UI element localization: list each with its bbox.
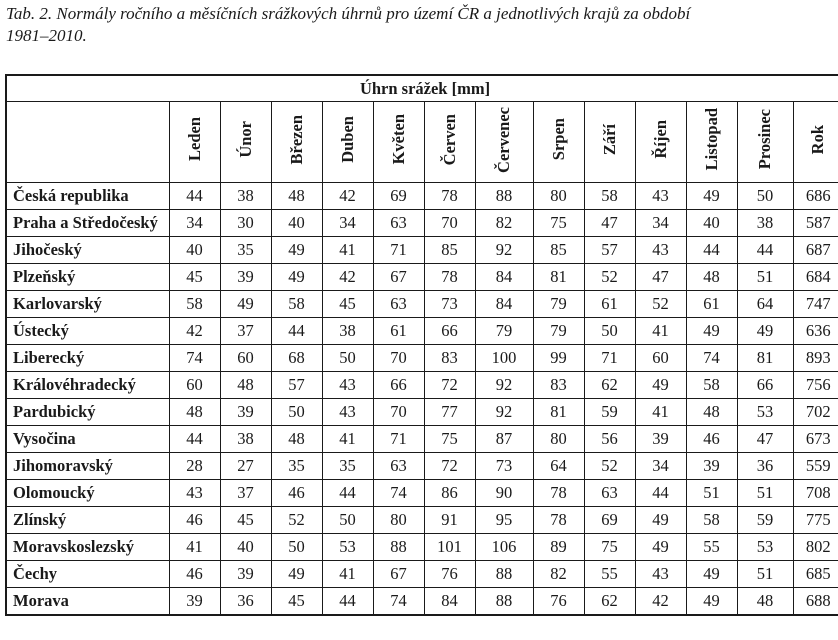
- monthly-value-cell: 83: [424, 345, 475, 372]
- monthly-value-cell: 34: [169, 210, 220, 237]
- monthly-value-cell: 51: [686, 480, 737, 507]
- monthly-value-cell: 49: [220, 291, 271, 318]
- monthly-value-cell: 41: [635, 318, 686, 345]
- monthly-value-cell: 58: [686, 372, 737, 399]
- monthly-value-cell: 48: [686, 399, 737, 426]
- region-name-cell: Česká republika: [6, 183, 169, 210]
- monthly-value-cell: 28: [169, 453, 220, 480]
- region-name-cell: Královéhradecký: [6, 372, 169, 399]
- monthly-value-cell: 76: [424, 561, 475, 588]
- monthly-value-cell: 99: [533, 345, 584, 372]
- monthly-value-cell: 44: [635, 480, 686, 507]
- monthly-value-cell: 43: [635, 237, 686, 264]
- monthly-value-cell: 83: [533, 372, 584, 399]
- monthly-value-cell: 49: [635, 372, 686, 399]
- monthly-value-cell: 38: [220, 183, 271, 210]
- monthly-value-cell: 64: [533, 453, 584, 480]
- column-header: [322, 102, 373, 183]
- monthly-value-cell: 46: [686, 426, 737, 453]
- monthly-value-cell: 37: [220, 480, 271, 507]
- monthly-value-cell: 71: [584, 345, 635, 372]
- monthly-value-cell: 30: [220, 210, 271, 237]
- monthly-value-cell: 92: [475, 372, 533, 399]
- monthly-value-cell: 42: [635, 588, 686, 616]
- monthly-value-cell: 49: [686, 318, 737, 345]
- column-header-label: Říjen: [650, 120, 670, 159]
- monthly-value-cell: 51: [737, 264, 793, 291]
- monthly-value-cell: 52: [584, 453, 635, 480]
- monthly-value-cell: 39: [686, 453, 737, 480]
- monthly-value-cell: 69: [373, 183, 424, 210]
- monthly-value-cell: 71: [373, 426, 424, 453]
- monthly-value-cell: 49: [686, 183, 737, 210]
- monthly-value-cell: 43: [635, 561, 686, 588]
- monthly-value-cell: 49: [271, 264, 322, 291]
- monthly-value-cell: 61: [686, 291, 737, 318]
- monthly-value-cell: 72: [424, 372, 475, 399]
- monthly-value-cell: 49: [635, 534, 686, 561]
- monthly-value-cell: 59: [584, 399, 635, 426]
- region-name-cell: Karlovarský: [6, 291, 169, 318]
- monthly-value-cell: 37: [220, 318, 271, 345]
- monthly-value-cell: 60: [635, 345, 686, 372]
- monthly-value-cell: 48: [271, 426, 322, 453]
- monthly-value-cell: 48: [169, 399, 220, 426]
- monthly-value-cell: 80: [533, 183, 584, 210]
- monthly-value-cell: 74: [373, 588, 424, 616]
- monthly-value-cell: 67: [373, 561, 424, 588]
- table-row: [6, 372, 838, 399]
- monthly-value-cell: 46: [169, 561, 220, 588]
- monthly-value-cell: 88: [475, 588, 533, 616]
- monthly-value-cell: 36: [737, 453, 793, 480]
- column-header-label: Prosinec: [755, 109, 774, 170]
- monthly-value-cell: 86: [424, 480, 475, 507]
- monthly-value-cell: 41: [322, 426, 373, 453]
- monthly-value-cell: 50: [322, 345, 373, 372]
- monthly-value-cell: 73: [475, 453, 533, 480]
- monthly-value-cell: 34: [322, 210, 373, 237]
- monthly-value-cell: 84: [424, 588, 475, 616]
- monthly-value-cell: 42: [322, 183, 373, 210]
- region-name-cell: Liberecký: [6, 345, 169, 372]
- annual-total-cell: 587: [793, 210, 838, 237]
- column-header-label: Červenec: [494, 106, 513, 173]
- table-row: [6, 453, 838, 480]
- monthly-value-cell: 42: [169, 318, 220, 345]
- monthly-value-cell: 62: [584, 588, 635, 616]
- column-header: [220, 102, 271, 183]
- column-header: [424, 102, 475, 183]
- table-row: [6, 507, 838, 534]
- monthly-value-cell: 84: [475, 291, 533, 318]
- region-name-cell: Moravskoslezský: [6, 534, 169, 561]
- column-header-label: Srpen: [548, 118, 568, 161]
- monthly-value-cell: 40: [271, 210, 322, 237]
- monthly-value-cell: 44: [169, 183, 220, 210]
- monthly-value-cell: 45: [220, 507, 271, 534]
- monthly-value-cell: 85: [424, 237, 475, 264]
- table-body: [6, 183, 838, 616]
- column-header-label: Listopad: [701, 108, 721, 171]
- monthly-value-cell: 48: [737, 588, 793, 616]
- monthly-value-cell: 61: [373, 318, 424, 345]
- annual-total-cell: 673: [793, 426, 838, 453]
- annual-total-cell: 747: [793, 291, 838, 318]
- annual-total-cell: 559: [793, 453, 838, 480]
- monthly-value-cell: 58: [584, 183, 635, 210]
- region-name-cell: Praha a Středočeský: [6, 210, 169, 237]
- monthly-value-cell: 79: [475, 318, 533, 345]
- column-header: [475, 102, 533, 183]
- monthly-value-cell: 47: [737, 426, 793, 453]
- monthly-value-cell: 51: [737, 561, 793, 588]
- column-header: [271, 102, 322, 183]
- monthly-value-cell: 44: [322, 588, 373, 616]
- column-header: [584, 102, 635, 183]
- monthly-value-cell: 50: [737, 183, 793, 210]
- column-header-label: Červen: [439, 113, 459, 166]
- table-row: [6, 210, 838, 237]
- monthly-value-cell: 63: [373, 453, 424, 480]
- monthly-value-cell: 39: [220, 561, 271, 588]
- region-name-cell: Olomoucký: [6, 480, 169, 507]
- monthly-value-cell: 27: [220, 453, 271, 480]
- monthly-value-cell: 81: [533, 399, 584, 426]
- table-row: [6, 345, 838, 372]
- monthly-value-cell: 100: [475, 345, 533, 372]
- column-header: [793, 102, 838, 183]
- table-row: [6, 264, 838, 291]
- monthly-value-cell: 84: [475, 264, 533, 291]
- monthly-value-cell: 70: [373, 399, 424, 426]
- monthly-value-cell: 49: [686, 588, 737, 616]
- monthly-value-cell: 42: [322, 264, 373, 291]
- monthly-value-cell: 44: [271, 318, 322, 345]
- monthly-value-cell: 91: [424, 507, 475, 534]
- monthly-value-cell: 35: [220, 237, 271, 264]
- monthly-value-cell: 79: [533, 291, 584, 318]
- table-row: [6, 426, 838, 453]
- annual-total-cell: 687: [793, 237, 838, 264]
- monthly-value-cell: 41: [322, 561, 373, 588]
- monthly-value-cell: 106: [475, 534, 533, 561]
- monthly-value-cell: 63: [373, 210, 424, 237]
- monthly-value-cell: 95: [475, 507, 533, 534]
- table-row: [6, 183, 838, 210]
- table-row: [6, 237, 838, 264]
- monthly-value-cell: 89: [533, 534, 584, 561]
- caption-line-1: Tab. 2. Normály ročního a měsíčních srážkových úhrnů pro území ČR a jednotlivých krajů za období: [6, 4, 691, 23]
- annual-total-cell: 636: [793, 318, 838, 345]
- monthly-value-cell: 35: [322, 453, 373, 480]
- monthly-value-cell: 58: [271, 291, 322, 318]
- table-row: [6, 291, 838, 318]
- annual-total-cell: 684: [793, 264, 838, 291]
- column-header-label: Září: [599, 123, 619, 156]
- column-header-label: Rok: [808, 124, 828, 155]
- monthly-value-cell: 44: [737, 237, 793, 264]
- column-header: [373, 102, 424, 183]
- region-name-cell: Zlínský: [6, 507, 169, 534]
- monthly-value-cell: 53: [737, 534, 793, 561]
- monthly-value-cell: 39: [220, 399, 271, 426]
- monthly-value-cell: 58: [686, 507, 737, 534]
- region-name-cell: Jihočeský: [6, 237, 169, 264]
- monthly-value-cell: 82: [475, 210, 533, 237]
- column-header-label: Leden: [184, 117, 204, 162]
- monthly-value-cell: 63: [584, 480, 635, 507]
- annual-total-cell: 708: [793, 480, 838, 507]
- monthly-value-cell: 60: [220, 345, 271, 372]
- monthly-value-cell: 63: [373, 291, 424, 318]
- monthly-value-cell: 68: [271, 345, 322, 372]
- column-header: [169, 102, 220, 183]
- monthly-value-cell: 43: [322, 399, 373, 426]
- monthly-value-cell: 39: [635, 426, 686, 453]
- monthly-value-cell: 62: [584, 372, 635, 399]
- monthly-value-cell: 49: [271, 561, 322, 588]
- monthly-value-cell: 43: [635, 183, 686, 210]
- monthly-value-cell: 74: [686, 345, 737, 372]
- monthly-value-cell: 49: [686, 561, 737, 588]
- monthly-value-cell: 43: [322, 372, 373, 399]
- monthly-value-cell: 48: [271, 183, 322, 210]
- column-header: [737, 102, 793, 183]
- monthly-value-cell: 61: [584, 291, 635, 318]
- monthly-value-cell: 40: [220, 534, 271, 561]
- annual-total-cell: 702: [793, 399, 838, 426]
- column-header-label: Únor: [235, 121, 255, 158]
- monthly-value-cell: 49: [737, 318, 793, 345]
- monthly-value-cell: 75: [424, 426, 475, 453]
- monthly-value-cell: 45: [271, 588, 322, 616]
- table-row: [6, 318, 838, 345]
- monthly-value-cell: 48: [686, 264, 737, 291]
- monthly-value-cell: 74: [373, 480, 424, 507]
- monthly-value-cell: 47: [584, 210, 635, 237]
- monthly-value-cell: 46: [169, 507, 220, 534]
- monthly-value-cell: 39: [220, 264, 271, 291]
- monthly-value-cell: 70: [373, 345, 424, 372]
- monthly-value-cell: 69: [584, 507, 635, 534]
- column-header: [635, 102, 686, 183]
- monthly-value-cell: 75: [584, 534, 635, 561]
- monthly-value-cell: 78: [424, 264, 475, 291]
- annual-total-cell: 685: [793, 561, 838, 588]
- monthly-value-cell: 52: [271, 507, 322, 534]
- monthly-value-cell: 66: [737, 372, 793, 399]
- monthly-value-cell: 46: [271, 480, 322, 507]
- monthly-value-cell: 48: [220, 372, 271, 399]
- column-header: [686, 102, 737, 183]
- monthly-value-cell: 50: [584, 318, 635, 345]
- table-caption: [6, 3, 834, 47]
- monthly-value-cell: 81: [737, 345, 793, 372]
- monthly-value-cell: 101: [424, 534, 475, 561]
- monthly-value-cell: 41: [322, 237, 373, 264]
- monthly-value-cell: 44: [322, 480, 373, 507]
- column-header-label: Duben: [337, 116, 357, 163]
- table-row: [6, 588, 838, 616]
- monthly-value-cell: 80: [373, 507, 424, 534]
- monthly-value-cell: 51: [737, 480, 793, 507]
- monthly-value-cell: 45: [169, 264, 220, 291]
- monthly-value-cell: 53: [322, 534, 373, 561]
- monthly-value-cell: 44: [169, 426, 220, 453]
- region-name-cell: Jihomoravský: [6, 453, 169, 480]
- region-name-cell: Vysočina: [6, 426, 169, 453]
- monthly-value-cell: 76: [533, 588, 584, 616]
- monthly-value-cell: 41: [169, 534, 220, 561]
- annual-total-cell: 775: [793, 507, 838, 534]
- monthly-value-cell: 49: [271, 237, 322, 264]
- caption-line-2: 1981–2010.: [6, 26, 87, 45]
- monthly-value-cell: 70: [424, 210, 475, 237]
- annual-total-cell: 756: [793, 372, 838, 399]
- monthly-value-cell: 38: [322, 318, 373, 345]
- column-header-label: Březen: [286, 114, 306, 165]
- region-name-cell: Morava: [6, 588, 169, 616]
- monthly-value-cell: 50: [271, 534, 322, 561]
- column-header-label: Květen: [388, 114, 408, 165]
- monthly-value-cell: 57: [584, 237, 635, 264]
- table-row: [6, 534, 838, 561]
- column-header-row: [6, 102, 838, 183]
- table-title-row: [6, 75, 838, 102]
- monthly-value-cell: 64: [737, 291, 793, 318]
- monthly-value-cell: 66: [373, 372, 424, 399]
- monthly-value-cell: 41: [635, 399, 686, 426]
- annual-total-cell: 686: [793, 183, 838, 210]
- monthly-value-cell: 72: [424, 453, 475, 480]
- monthly-value-cell: 39: [169, 588, 220, 616]
- monthly-value-cell: 78: [424, 183, 475, 210]
- monthly-value-cell: 38: [737, 210, 793, 237]
- monthly-value-cell: 36: [220, 588, 271, 616]
- monthly-value-cell: 57: [271, 372, 322, 399]
- region-name-cell: Pardubický: [6, 399, 169, 426]
- monthly-value-cell: 56: [584, 426, 635, 453]
- annual-total-cell: 893: [793, 345, 838, 372]
- monthly-value-cell: 53: [737, 399, 793, 426]
- monthly-value-cell: 66: [424, 318, 475, 345]
- region-name-cell: Plzeňský: [6, 264, 169, 291]
- monthly-value-cell: 85: [533, 237, 584, 264]
- monthly-value-cell: 75: [533, 210, 584, 237]
- monthly-value-cell: 55: [686, 534, 737, 561]
- monthly-value-cell: 71: [373, 237, 424, 264]
- table-row: [6, 399, 838, 426]
- monthly-value-cell: 88: [475, 183, 533, 210]
- table-row: [6, 480, 838, 507]
- table-row: [6, 561, 838, 588]
- region-name-cell: Ústecký: [6, 318, 169, 345]
- monthly-value-cell: 80: [533, 426, 584, 453]
- monthly-value-cell: 38: [220, 426, 271, 453]
- column-header: [533, 102, 584, 183]
- region-header-cell: [6, 102, 169, 183]
- monthly-value-cell: 82: [533, 561, 584, 588]
- monthly-value-cell: 88: [475, 561, 533, 588]
- monthly-value-cell: 34: [635, 210, 686, 237]
- monthly-value-cell: 45: [322, 291, 373, 318]
- monthly-value-cell: 78: [533, 507, 584, 534]
- monthly-value-cell: 58: [169, 291, 220, 318]
- monthly-value-cell: 92: [475, 237, 533, 264]
- monthly-value-cell: 43: [169, 480, 220, 507]
- monthly-value-cell: 81: [533, 264, 584, 291]
- monthly-value-cell: 77: [424, 399, 475, 426]
- monthly-value-cell: 49: [635, 507, 686, 534]
- monthly-value-cell: 87: [475, 426, 533, 453]
- monthly-value-cell: 40: [169, 237, 220, 264]
- monthly-value-cell: 90: [475, 480, 533, 507]
- monthly-value-cell: 40: [686, 210, 737, 237]
- monthly-value-cell: 59: [737, 507, 793, 534]
- monthly-value-cell: 88: [373, 534, 424, 561]
- monthly-value-cell: 52: [635, 291, 686, 318]
- monthly-value-cell: 73: [424, 291, 475, 318]
- annual-total-cell: 688: [793, 588, 838, 616]
- monthly-value-cell: 92: [475, 399, 533, 426]
- monthly-value-cell: 60: [169, 372, 220, 399]
- annual-total-cell: 802: [793, 534, 838, 561]
- region-name-cell: Čechy: [6, 561, 169, 588]
- table-title: Úhrn srážek [mm]: [6, 75, 838, 102]
- monthly-value-cell: 50: [322, 507, 373, 534]
- monthly-value-cell: 50: [271, 399, 322, 426]
- precipitation-table: [5, 74, 838, 616]
- monthly-value-cell: 47: [635, 264, 686, 291]
- monthly-value-cell: 67: [373, 264, 424, 291]
- monthly-value-cell: 74: [169, 345, 220, 372]
- monthly-value-cell: 44: [686, 237, 737, 264]
- monthly-value-cell: 34: [635, 453, 686, 480]
- monthly-value-cell: 35: [271, 453, 322, 480]
- monthly-value-cell: 52: [584, 264, 635, 291]
- monthly-value-cell: 79: [533, 318, 584, 345]
- monthly-value-cell: 78: [533, 480, 584, 507]
- monthly-value-cell: 55: [584, 561, 635, 588]
